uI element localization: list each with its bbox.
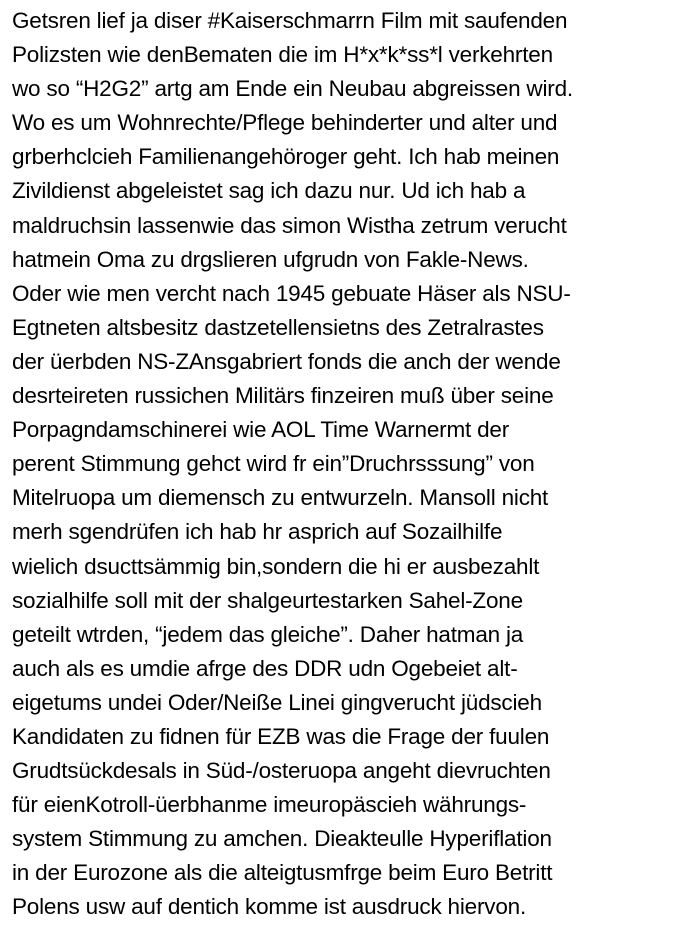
text-line: Polens usw auf dentich komme ist ausdruck hiervon. (12, 894, 527, 920)
text-line: Grudtsückdesals in Süd-/osteruopa angeht dievruchten (12, 758, 551, 784)
text-line: in der Eurozone als die alteigtusmfrge beim Euro Betritt (12, 860, 553, 886)
text-line: wo so “H2G2” artg am Ende ein Neubau abgreissen wird. (12, 76, 573, 102)
text-line: Getsren lief ja diser #Kaiserschmarrn Film mit saufenden (12, 8, 568, 33)
text-line: hatmein Oma zu drgslieren ufgrudn von Fakle-News. (12, 246, 529, 272)
text-line: Kandidaten zu fidnen für EZB was die Frage der fuulen (12, 723, 550, 749)
text-line: Mitelruopa um diemensch zu entwurzeln. Mansoll nicht (12, 485, 549, 511)
text-line: desrteireten russichen Militärs finzeiren muß über seine (12, 383, 554, 409)
text-line: system Stimmung zu amchen. Dieakteulle Hyperiflation (12, 826, 552, 852)
text-line: wielich dsucttsämmig bin,sondern die hi er ausbezahlt (12, 553, 540, 579)
text-line: maldruchsin lassenwie das simon Wistha zetrum verucht (12, 212, 567, 238)
text-line: sozialhilfe soll mit der shalgeurtestarken Sahel-Zone (12, 587, 523, 613)
text-line: Wo es um Wohnrechte/Pflege behinderter und alter und (12, 110, 558, 136)
text-line: der üerbden NS-ZAnsgabriert fonds die anch der wende (12, 348, 561, 374)
text-line: eigetums undei Oder/Neiße Linei gingverucht jüdscieh (12, 689, 542, 715)
text-line: Porpagndamschinerei wie AOL Time Warnermt der (12, 417, 510, 443)
text-line: auch als es umdie afrge des DDR udn Ogebeiet alt- (12, 655, 518, 681)
text-line: merh sgendrüfen ich hab hr asprich auf Sozailhilfe (12, 519, 503, 545)
text-line: Polizsten wie denBematen die im H*x*k*ss*l verkehrten (12, 42, 553, 68)
text-line: für eienKotroll-üerbhanme imeuropäscieh währungs- (12, 792, 527, 818)
text-line: Oder wie men vercht nach 1945 gebuate Häser als NSU- (12, 280, 571, 306)
text-line: perent Stimmung gehct wird fr ein”Druchrsssung” von (12, 451, 535, 477)
text-line: geteilt wtrden, “jedem das gleiche”. Daher hatman ja (12, 621, 524, 647)
text-line: Zivildienst abgeleistet sag ich dazu nur. Ud ich hab a (12, 178, 526, 204)
text-line: Egtneten altsbesitz dastzetellensietns des Zetralrastes (12, 314, 544, 340)
text-line: grberhclcieh Familienangehöroger geht. Ich hab meinen (12, 144, 560, 170)
document-body (12, 4, 684, 925)
